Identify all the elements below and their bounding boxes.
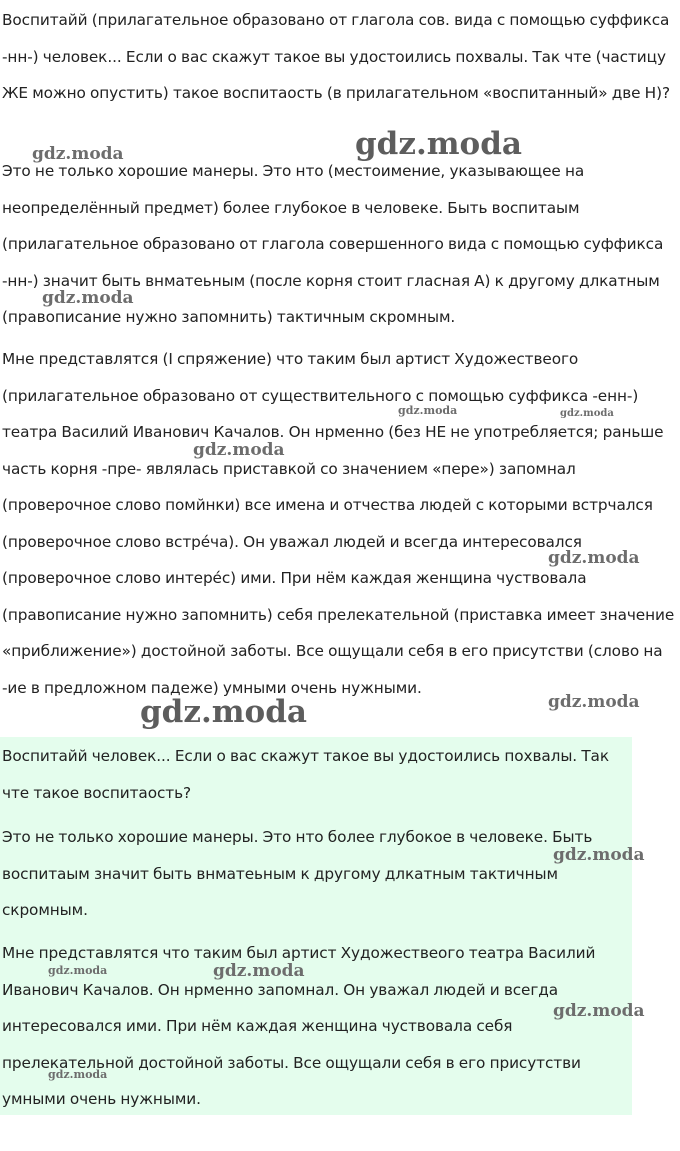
clean-paragraph-3: Мне представлятся что таким был артист Художествеого театра Василий Иванович Качалов. Он нрменно запомнал. Он уважал людей и всегда интересовался ими. При нём каждая женщина чуствовала себя прелекательной достойной заботы. Все ощущали себя в его присутстви умными очень нужными. <box>2 944 596 1108</box>
watermark-logo: gdz.moda <box>355 126 522 162</box>
original-paragraph-2: Это не только хорошие манеры. Это нто (местоимение, указывающее на неопределённый предмет) более глубокое в человеке. Быть воспитаым (прилагательное образовано от глагола совершенного вида с помощью суффикса -нн-) значит быть внматеьным (после корня стоит гласная А) к другому длкатным (правописание нужно запомнить) тактичным скромным. <box>2 162 664 326</box>
watermark-logo: gdz.moda <box>560 408 614 419</box>
watermark-logo: gdz.moda <box>553 1001 645 1021</box>
original-paragraph-1: Воспитайй (прилагательное образовано от глагола сов. вида с помощью суффикса -нн-) человек... Если о вас скажут такое вы удостоились похвалы. Так чте (частицу ЖЕ можно опустить) такое воспитаость (в прилагательном «воспитанный» две Н)? <box>2 11 670 102</box>
watermark-logo: gdz.moda <box>398 404 458 417</box>
watermark-logo: gdz.moda <box>213 961 305 981</box>
clean-text-section <box>0 737 632 1115</box>
original-paragraph-3: Мне представлятся (I спряжение) что таким был артист Художествеого (прилагательное образовано от существительного с помощью суффикса -енн-) театра Василий Иванович Качалов. Он нрменно (без НЕ не употребляется; раньше часть корня -пре- являлась приставкой со значением «пере») запомнал (проверочное слово помйнки) все имена и отчества людей с которыми встрчался (проверочное слово встре́ча). Он уважал людей и всегда интересовался (проверочное слово интере́с) ими. При нём каждая женщина чуствовала (правописание нужно запомнить) себя прелекательной (приставка имеет значение «приближение») достойной заботы. Все ощущали себя в его присутстви (слово на -ие в предложном падеже) умными очень нужными. <box>2 350 675 697</box>
clean-paragraph-1: Воспитайй человек... Если о вас скажут такое вы удостоились похвалы. Так чте такое воспитаость? <box>2 747 609 802</box>
watermark-logo: gdz.moda <box>193 440 285 460</box>
watermark-logo: gdz.moda <box>140 694 307 730</box>
watermark-logo: gdz.moda <box>48 964 108 977</box>
watermark-logo: gdz.moda <box>32 144 124 164</box>
watermark-logo: gdz.moda <box>553 845 645 865</box>
watermark-logo: gdz.moda <box>48 1068 108 1081</box>
watermark-logo: gdz.moda <box>548 548 640 568</box>
watermark-logo: gdz.moda <box>42 288 134 308</box>
watermark-logo: gdz.moda <box>548 692 640 712</box>
clean-paragraph-2: Это не только хорошие манеры. Это нто более глубокое в человеке. Быть воспитаым значит быть внматеьным к другому длкатным тактичным скромным. <box>2 828 593 919</box>
